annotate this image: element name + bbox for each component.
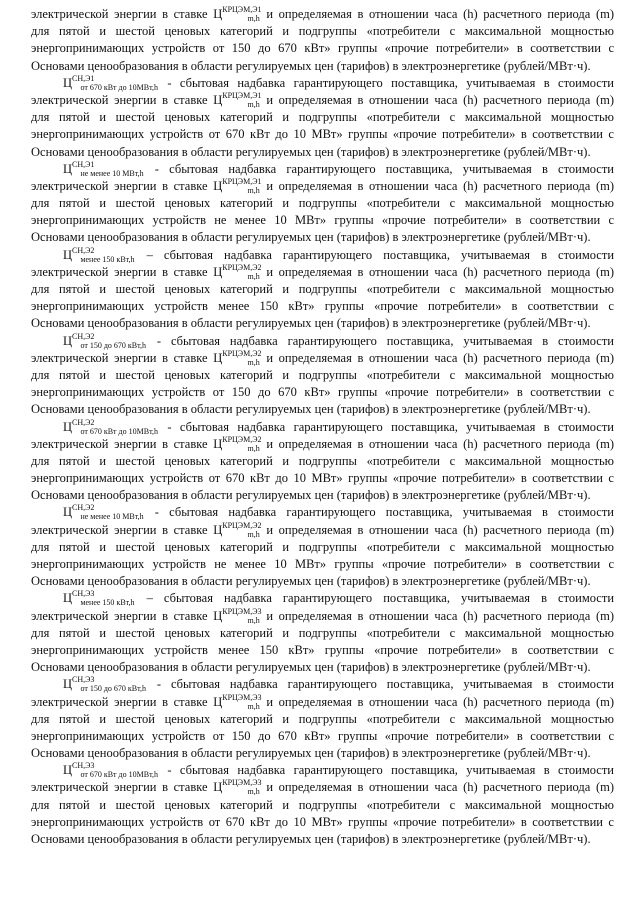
formula-superscript: КРЦЭМ,Э2: [222, 262, 262, 272]
text-fragment: – сбытовая надбавка гарантирующего поставщика, учитываемая в стоимости: [146, 247, 615, 262]
formula-base: Ц: [63, 333, 73, 348]
formula-superscript: СН,Э1: [72, 73, 95, 83]
formula-symbol: [213, 779, 260, 797]
definition-paragraph: [31, 75, 614, 161]
text-fragment: - сбытовая надбавка гарантирующего поставщика, учитываемая в стоимости: [156, 677, 614, 692]
text-fragment: и определяемая в отношении часа (h) расчетного периода (m): [266, 178, 614, 193]
definition-paragraph: [31, 676, 614, 762]
text-line: энергопринимающих устройств от 150 до 670 кВт» группы «прочие потребители» в соответствии с: [31, 385, 614, 400]
text-line: [31, 333, 614, 350]
definition-paragraph: [31, 590, 614, 676]
formula-subscript: m,h: [247, 529, 260, 539]
formula-symbol: [63, 676, 146, 694]
formula-base: Ц: [63, 419, 73, 434]
formula-superscript: КРЦЭМ,Э1: [222, 90, 262, 100]
formula-superscript: СН,Э2: [72, 503, 95, 513]
formula-superscript: КРЦЭМ,Э1: [222, 176, 262, 186]
formula-symbol: [63, 161, 144, 179]
formula-symbol: [213, 178, 260, 196]
formula-base: Ц: [213, 178, 223, 193]
text-line: Основами ценообразования в области регулируемых цен (тарифов) в электроэнергетике (рублей/МВт·ч).: [31, 746, 591, 761]
formula-superscript: СН,Э3: [72, 761, 95, 771]
formula-superscript: СН,Э1: [72, 159, 95, 169]
formula-subscript: m,h: [247, 271, 260, 281]
formula-symbol: [63, 762, 158, 780]
text-line: для пятой и шестой ценовых категорий и подгруппы «потребители с максимальной мощностью: [31, 797, 614, 812]
formula-superscript: КРЦЭМ,Э2: [222, 434, 262, 444]
formula-symbol: [213, 350, 260, 368]
formula-symbol: [63, 75, 158, 93]
text-line: энергопринимающих устройств не менее 10 МВт» группы «прочие потребители» в соответствии с: [31, 557, 614, 571]
text-line: [31, 75, 614, 92]
text-line: Основами ценообразования в области регулируемых цен (тарифов) в электроэнергетике (рублей/МВт·ч).: [31, 488, 591, 503]
text-line: энергопринимающих устройств менее 150 кВт» группы «прочие потребители» в соответствии с: [31, 642, 614, 657]
formula-subscript: m,h: [247, 99, 260, 109]
formula-superscript: СН,Э2: [72, 245, 95, 255]
formula-subscript: m,h: [247, 443, 260, 453]
text-fragment: – сбытовая надбавка гарантирующего поставщика, учитываемая в стоимости: [146, 591, 615, 606]
text-line: для пятой и шестой ценовых категорий и подгруппы «потребители с максимальной мощностью: [31, 625, 614, 640]
text-line: [31, 522, 614, 539]
formula-base: Ц: [213, 436, 223, 451]
formula-symbol: [63, 333, 146, 351]
text-line: для пятой и шестой ценовых категорий и подгруппы «потребители с максимальной мощностью: [31, 711, 614, 726]
formula-base: Ц: [213, 694, 223, 709]
formula-base: Ц: [63, 677, 73, 692]
text-line: [31, 92, 614, 109]
text-fragment: и определяемая в отношении часа (h) расчетного периода (m): [266, 436, 614, 451]
text-fragment: и определяемая в отношении часа (h) расчетного периода (m): [266, 92, 614, 107]
text-line: [31, 436, 614, 453]
text-line: Основами ценообразования в области регулируемых цен (тарифов) в электроэнергетике (рублей/МВт·ч).: [31, 316, 591, 331]
formula-symbol: [63, 419, 158, 437]
formula-base: Ц: [213, 264, 223, 279]
definition-paragraph: [31, 333, 614, 419]
formula-subscript: менее 150 кВт,h: [80, 598, 135, 608]
text-fragment: и определяемая в отношении часа (h) расчетного периода (m): [266, 7, 614, 21]
formula-subscript: m,h: [247, 185, 260, 195]
text-line: [31, 779, 614, 796]
text-line: [31, 6, 614, 23]
text-line: энергопринимающих устройств менее 150 кВт» группы «прочие потребители» в соответствии с: [31, 299, 614, 314]
text-fragment: - сбытовая надбавка гарантирующего поставщика, учитываемая в стоимости: [167, 419, 614, 434]
definition-paragraph: [31, 419, 614, 505]
formula-subscript: от 670 кВт до 10МВт,h: [80, 426, 158, 436]
text-line: [31, 608, 614, 625]
definition-paragraph: [31, 247, 614, 333]
text-line: для пятой и шестой ценовых категорий и подгруппы «потребители с максимальной мощностью: [31, 367, 614, 382]
text-line: [31, 350, 614, 367]
formula-symbol: [213, 522, 260, 540]
definition-paragraph: [31, 504, 614, 590]
formula-superscript: СН,Э3: [72, 675, 95, 685]
text-fragment: электрической энергии в ставке: [31, 7, 208, 21]
text-fragment: электрической энергии в ставке: [31, 264, 208, 279]
formula-symbol: [213, 436, 260, 454]
text-line: энергопринимающих устройств от 150 до 670 кВт» группы «прочие потребители» в соответствии с: [31, 41, 614, 56]
formula-superscript: КРЦЭМ,Э3: [222, 606, 262, 616]
text-fragment: электрической энергии в ставке: [31, 694, 208, 709]
text-fragment: - сбытовая надбавка гарантирующего поставщика, учитываемая в стоимости: [167, 75, 614, 90]
text-fragment: - сбытовая надбавка гарантирующего поставщика, учитываемая в стоимости: [154, 161, 614, 176]
text-fragment: - сбытовая надбавка гарантирующего поставщика, учитываемая в стоимости: [156, 333, 614, 348]
text-fragment: электрической энергии в ставке: [31, 178, 208, 193]
definition-paragraph: [31, 161, 614, 247]
formula-subscript: от 150 до 670 кВт,h: [80, 684, 147, 694]
formula-symbol: [213, 608, 260, 626]
text-line: для пятой и шестой ценовых категорий и подгруппы «потребители с максимальной мощностью: [31, 110, 614, 125]
formula-subscript: m,h: [247, 14, 260, 23]
formula-subscript: m,h: [247, 615, 260, 625]
formula-base: Ц: [213, 92, 223, 107]
text-line: для пятой и шестой ценовых категорий и подгруппы «потребители с максимальной мощностью: [31, 24, 614, 39]
document-body: [31, 6, 614, 848]
text-line: [31, 694, 614, 711]
text-fragment: электрической энергии в ставке: [31, 608, 208, 623]
text-line: энергопринимающих устройств от 670 кВт до 10 МВт» группы «прочие потребители» в соответствии с: [31, 471, 614, 486]
formula-base: Ц: [213, 7, 223, 21]
text-fragment: электрической энергии в ставке: [31, 436, 208, 451]
formula-superscript: СН,Э3: [72, 589, 95, 599]
text-fragment: электрической энергии в ставке: [31, 780, 208, 795]
text-line: [31, 504, 614, 521]
text-line: [31, 247, 614, 264]
text-line: [31, 590, 614, 607]
formula-base: Ц: [213, 608, 223, 623]
text-line: [31, 419, 614, 436]
formula-subscript: менее 150 кВт,h: [80, 254, 135, 264]
formula-subscript: m,h: [247, 701, 260, 711]
formula-symbol: [63, 247, 135, 265]
formula-base: Ц: [213, 522, 223, 537]
text-line: Основами ценообразования в области регулируемых цен (тарифов) в электроэнергетике (рублей/МВт·ч).: [31, 832, 591, 846]
formula-symbol: [213, 6, 260, 24]
text-line: Основами ценообразования в области регулируемых цен (тарифов) в электроэнергетике (рублей/МВт·ч).: [31, 58, 591, 73]
formula-subscript: m,h: [247, 787, 260, 797]
text-fragment: и определяемая в отношении часа (h) расчетного периода (m): [266, 264, 614, 279]
text-fragment: - сбытовая надбавка гарантирующего поставщика, учитываемая в стоимости: [154, 505, 614, 520]
formula-symbol: [213, 694, 260, 712]
formula-superscript: КРЦЭМ,Э1: [222, 5, 262, 14]
formula-base: Ц: [63, 505, 73, 520]
formula-base: Ц: [213, 780, 223, 795]
formula-symbol: [63, 504, 144, 522]
formula-subscript: от 670 кВт до 10МВт,h: [80, 82, 158, 92]
text-line: энергопринимающих устройств не менее 10 МВт» группы «прочие потребители» в соответствии с: [31, 213, 614, 228]
text-line: [31, 762, 614, 779]
text-fragment: - сбытовая надбавка гарантирующего поставщика, учитываемая в стоимости: [167, 763, 614, 778]
text-line: энергопринимающих устройств от 670 кВт до 10 МВт» группы «прочие потребители» в соответствии с: [31, 814, 614, 829]
formula-subscript: не менее 10 МВт,h: [80, 168, 144, 178]
formula-base: Ц: [63, 247, 73, 262]
formula-superscript: КРЦЭМ,Э2: [222, 520, 262, 530]
formula-base: Ц: [63, 763, 73, 778]
text-line: Основами ценообразования в области регулируемых цен (тарифов) в электроэнергетике (рублей/МВт·ч).: [31, 402, 591, 417]
formula-superscript: КРЦЭМ,Э3: [222, 778, 262, 788]
text-fragment: и определяемая в отношении часа (h) расчетного периода (m): [266, 608, 614, 623]
intro-paragraph-tail: [31, 6, 614, 75]
formula-symbol: [213, 92, 260, 110]
text-fragment: электрической энергии в ставке: [31, 92, 208, 107]
text-fragment: электрической энергии в ставке: [31, 350, 208, 365]
formula-base: Ц: [63, 161, 73, 176]
formula-subscript: от 150 до 670 кВт,h: [80, 340, 147, 350]
formula-subscript: не менее 10 МВт,h: [80, 512, 144, 522]
formula-symbol: [63, 590, 135, 608]
text-line: энергопринимающих устройств от 670 кВт до 10 МВт» группы «прочие потребители» в соответствии с: [31, 127, 614, 142]
formula-superscript: КРЦЭМ,Э2: [222, 348, 262, 358]
formula-base: Ц: [213, 350, 223, 365]
text-fragment: электрической энергии в ставке: [31, 522, 208, 537]
text-line: [31, 161, 614, 178]
formula-symbol: [213, 264, 260, 282]
definition-paragraph: [31, 762, 614, 848]
text-line: Основами ценообразования в области регулируемых цен (тарифов) в электроэнергетике (рублей/МВт·ч).: [31, 230, 591, 245]
text-fragment: и определяемая в отношении часа (h) расчетного периода (m): [266, 694, 614, 709]
text-fragment: и определяемая в отношении часа (h) расчетного периода (m): [266, 780, 614, 795]
formula-superscript: СН,Э2: [72, 331, 95, 341]
formula-superscript: КРЦЭМ,Э3: [222, 692, 262, 702]
text-line: энергопринимающих устройств от 150 до 670 кВт» группы «прочие потребители» в соответствии с: [31, 728, 614, 743]
text-line: [31, 264, 614, 281]
text-line: для пятой и шестой ценовых категорий и подгруппы «потребители с максимальной мощностью: [31, 282, 614, 296]
formula-subscript: от 670 кВт до 10МВт,h: [80, 770, 158, 780]
formula-superscript: СН,Э2: [72, 417, 95, 427]
text-fragment: и определяемая в отношении часа (h) расчетного периода (m): [266, 350, 614, 365]
text-fragment: и определяемая в отношении часа (h) расчетного периода (m): [266, 522, 614, 537]
formula-subscript: m,h: [247, 357, 260, 367]
text-line: [31, 178, 614, 195]
text-line: для пятой и шестой ценовых категорий и подгруппы «потребители с максимальной мощностью: [31, 196, 614, 211]
text-line: Основами ценообразования в области регулируемых цен (тарифов) в электроэнергетике (рублей/МВт·ч).: [31, 574, 591, 589]
text-line: для пятой и шестой ценовых категорий и подгруппы «потребители с максимальной мощностью: [31, 539, 614, 554]
text-line: Основами ценообразования в области регулируемых цен (тарифов) в электроэнергетике (рублей/МВт·ч).: [31, 144, 591, 159]
text-line: [31, 676, 614, 693]
text-line: Основами ценообразования в области регулируемых цен (тарифов) в электроэнергетике (рублей/МВт·ч).: [31, 660, 591, 675]
formula-base: Ц: [63, 591, 73, 606]
formula-base: Ц: [63, 75, 73, 90]
text-line: для пятой и шестой ценовых категорий и подгруппы «потребители с максимальной мощностью: [31, 453, 614, 468]
